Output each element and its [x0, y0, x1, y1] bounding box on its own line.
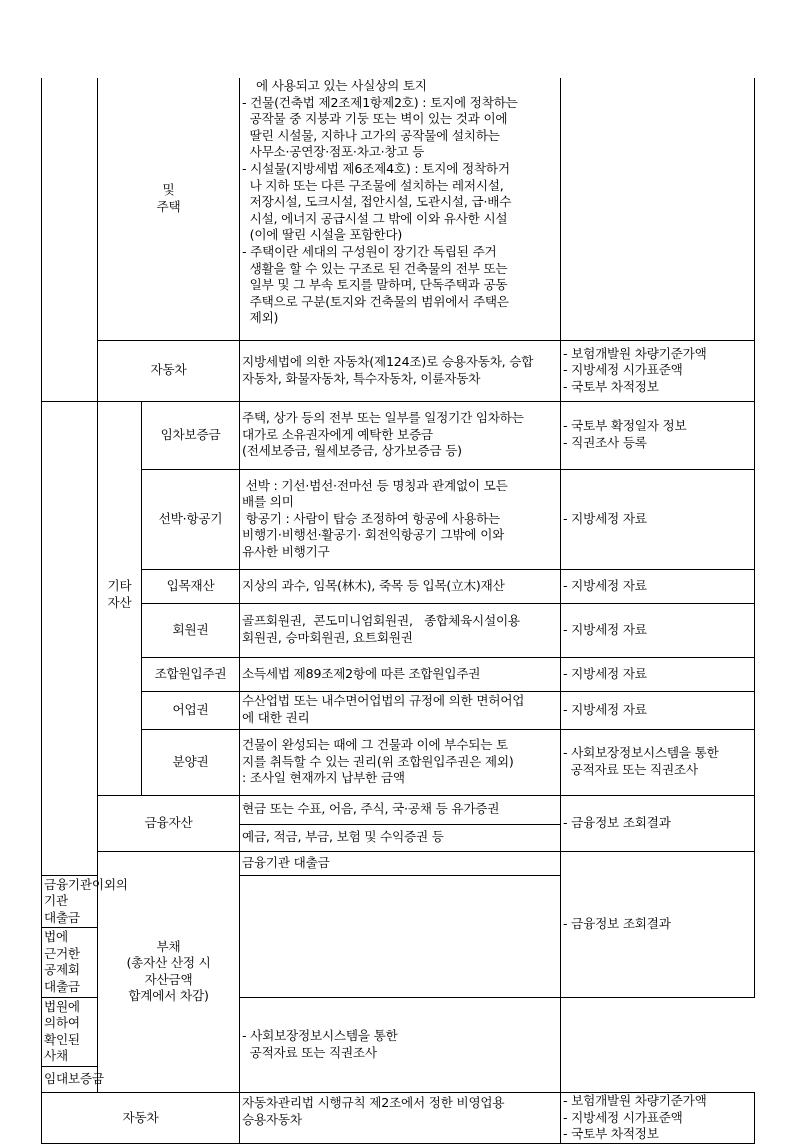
src-line: - 사회보장정보시스템을 통한 — [242, 1028, 398, 1044]
category-building-housing — [98, 78, 240, 340]
desc-ship-aircraft — [240, 469, 561, 569]
desc-line: - 시설물(지방세법 제6조제4호) : 토지에 정착하거 — [242, 160, 510, 176]
src-line: 공적자료 또는 직권조사 — [563, 762, 698, 777]
desc-line: 소득세법 제89조제2항에 따른 조합원입주권 — [242, 665, 481, 681]
src-line: - 국토부 차적정보 — [563, 1126, 659, 1142]
desc-line: 일부 및 그 부속 토지를 말하며, 단독주택과 공동 — [242, 277, 508, 293]
debt-item: 법에 근거한 공제회 대출금 — [42, 928, 98, 997]
outer-category-cell-2 — [42, 401, 98, 875]
desc-line: 자동차, 화물자동차, 특수자동차, 이륜자동차 — [242, 370, 481, 386]
desc-line: 자동차관리법 시행규칙 제2조에서 정한 비영업용 — [242, 1095, 505, 1111]
src-debt-financial: - 금융정보 조회결과 — [561, 851, 755, 997]
row-presale-right — [42, 729, 755, 795]
label-standing-timber: 입목재산 — [142, 569, 240, 603]
desc-car-2 — [240, 1093, 561, 1144]
src-presale-right — [561, 729, 755, 795]
category-label: 및 주택 — [156, 182, 181, 214]
desc-line: 제외) — [242, 310, 279, 326]
desc-line: 시설, 에너지 공급시설 그 밖에 이와 유사한 시설 — [242, 210, 508, 226]
desc-line: (이에 딸린 시설을 포함한다) — [242, 227, 403, 243]
debt-label-line: (총자산 산정 시 — [126, 955, 211, 971]
other-assets-label: 기타 자산 — [107, 578, 132, 610]
src-line: - 지방세정 자료 — [563, 665, 647, 681]
desc-line: 지상의 과수, 임목(林木), 죽목 등 입목(立木)재산 — [242, 577, 505, 593]
debt-item: 금융기관 대출금 — [240, 851, 561, 875]
debt-item: 임대보증금 — [42, 1067, 98, 1093]
label-fishery-right: 어업권 — [142, 691, 240, 729]
row-debt-1 — [42, 851, 755, 875]
desc-line: 딸린 시설물, 지하나 고가의 공작물에 설치하는 — [242, 127, 500, 143]
src-line: - 지방세정 시가표준액 — [563, 362, 683, 378]
label-membership: 회원권 — [142, 603, 240, 657]
desc-line: 수산업법 또는 내수면어업법의 규정에 의한 면허어업 — [242, 693, 525, 709]
desc-line: - 건물(건축법 제2조제1항제2호) : 토지에 정착하는 — [242, 94, 518, 110]
desc-line: 대가로 소유권자에게 예탁한 보증금 — [242, 426, 433, 442]
desc-line: 회원권, 승마회원권, 요트회원권 — [242, 630, 413, 645]
src-line: - 보험개발원 차량기준가액 — [563, 345, 707, 361]
category-car: 자동차 — [98, 340, 240, 401]
label-car-2: 자동차 — [42, 1093, 240, 1144]
desc-line: 저장시설, 도크시설, 접안시설, 도관시설, 급·배수 — [242, 194, 512, 210]
debt-item: 법원에 의하여 확인된 사채 — [42, 997, 98, 1066]
src-line: - 직권조사 등록 — [563, 435, 647, 450]
label-union-member-right: 조합원입주권 — [142, 657, 240, 691]
src-car-2 — [561, 1093, 755, 1144]
desc-line: 비행기·비행선·활공기· 회전익항공기 그밖에 이와 — [242, 527, 505, 543]
asset-table — [41, 78, 755, 1144]
label-presale-right: 분양권 — [142, 729, 240, 795]
debt-label-line: 합계에서 차감) — [128, 988, 209, 1004]
src-line: - 지방세정 자료 — [563, 621, 647, 637]
desc-line: 지방세법에 의한 자동차(제124조)로 승용자동차, 승합 — [242, 353, 534, 369]
src-membership — [561, 603, 755, 657]
desc-line: 에 대한 권리 — [242, 710, 310, 725]
src-line: - 보험개발원 차량기준가액 — [563, 1093, 707, 1109]
desc-line: 배를 의미 — [242, 494, 294, 510]
src-line: - 사회보장정보시스템을 통한 — [563, 745, 719, 761]
desc-line: 항공기 : 사람이 탑승 조정하여 항공에 사용하는 — [242, 510, 501, 526]
src-line: - 지방세정 시가표준액 — [563, 1109, 683, 1125]
row-car — [42, 340, 755, 401]
src-line: 공적자료 또는 직권조사 — [242, 1044, 377, 1060]
src-line: - 지방세정 자료 — [563, 577, 647, 593]
row-union-member-right — [42, 657, 755, 691]
row-car-2 — [42, 1093, 755, 1144]
src-ship-aircraft — [561, 469, 755, 569]
src-line: - 국토부 차적정보 — [563, 378, 659, 394]
desc-standing-timber — [240, 569, 561, 603]
debt-label-line: 부채 — [156, 938, 181, 954]
desc-line: 에 사용되고 있는 사실상의 토지 — [256, 78, 427, 93]
src-line: - 국토부 확정일자 정보 — [563, 418, 687, 434]
desc-building-housing — [240, 78, 561, 340]
src-standing-timber — [561, 569, 755, 603]
desc-line: 공작물 중 지붕과 기둥 또는 벽이 있는 것과 이에 — [242, 111, 508, 127]
desc-line: - 주택이란 세대의 구성원이 장기간 독립된 주거 — [242, 243, 497, 259]
src-building-housing — [561, 78, 755, 340]
row-financial-assets-1 — [42, 795, 755, 824]
desc-line: 건물이 완성되는 때에 그 건물과 이에 부수되는 토 — [242, 737, 508, 753]
desc-line: 지를 취득할 수 있는 권리(위 조합원입주권은 제외) — [242, 753, 514, 769]
src-union-member-right — [561, 657, 755, 691]
row-standing-timber — [42, 569, 755, 603]
row-building-housing — [42, 78, 755, 340]
row-lease-deposit — [42, 401, 755, 469]
desc-line: 주택으로 구분(토지와 건축물의 범위에서 주택은 — [242, 293, 509, 309]
debt-label-line: 자산금액 — [144, 971, 193, 987]
desc-line: 나 지하 또는 다른 구조물에 설치하는 레저시설, — [242, 177, 504, 193]
src-lease-deposit — [561, 401, 755, 469]
src-line: - 지방세정 자료 — [563, 701, 647, 717]
category-other-assets — [98, 401, 142, 795]
desc-presale-right — [240, 729, 561, 795]
src-fishery-right — [561, 691, 755, 729]
row-ship-aircraft — [42, 469, 755, 569]
desc-fishery-right — [240, 691, 561, 729]
desc-line: 선박 : 기선·범선·전마선 등 명칭과 관계없이 모든 — [242, 477, 508, 493]
row-membership — [42, 603, 755, 657]
asset-table-page — [41, 78, 754, 1144]
outer-category-cell — [42, 78, 98, 401]
src-car — [561, 340, 755, 401]
desc-line: 골프회원권, 콘도미니엄회원권, 종합체육시설이용 — [242, 613, 520, 629]
desc-lease-deposit — [240, 401, 561, 469]
label-lease-deposit: 임차보증금 — [142, 401, 240, 469]
desc-financial-1: 현금 또는 수표, 어음, 주식, 국·공채 등 유가증권 — [240, 795, 561, 824]
debt-item: 금융기관이외의 기관 대출금 — [42, 875, 98, 928]
desc-line: (전세보증금, 월세보증금, 상가보증금 등) — [242, 443, 462, 459]
row-fishery-right — [42, 691, 755, 729]
src-financial-assets: - 금융정보 조회결과 — [561, 795, 755, 851]
label-financial-assets: 금융자산 — [98, 795, 240, 851]
desc-line: 승용자동차 — [242, 1111, 302, 1127]
desc-union-member-right — [240, 657, 561, 691]
src-debt-social — [240, 997, 561, 1092]
desc-line: 사무소·공연장·점포·차고·창고 등 — [242, 144, 425, 160]
desc-line: 주택, 상가 등의 전부 또는 일부를 일정기간 임차하는 — [242, 410, 524, 426]
desc-membership — [240, 603, 561, 657]
desc-car — [240, 340, 561, 401]
desc-line: 생활을 할 수 있는 구조로 된 건축물의 전부 또는 — [242, 260, 508, 276]
label-ship-aircraft: 선박·항공기 — [142, 469, 240, 569]
desc-line: 유사한 비행기구 — [242, 543, 330, 559]
desc-financial-2: 예금, 적금, 부금, 보험 및 수익증권 등 — [240, 824, 561, 851]
src-line: - 지방세정 자료 — [563, 510, 647, 526]
desc-line: : 조사일 현재까지 납부한 금액 — [242, 770, 405, 786]
